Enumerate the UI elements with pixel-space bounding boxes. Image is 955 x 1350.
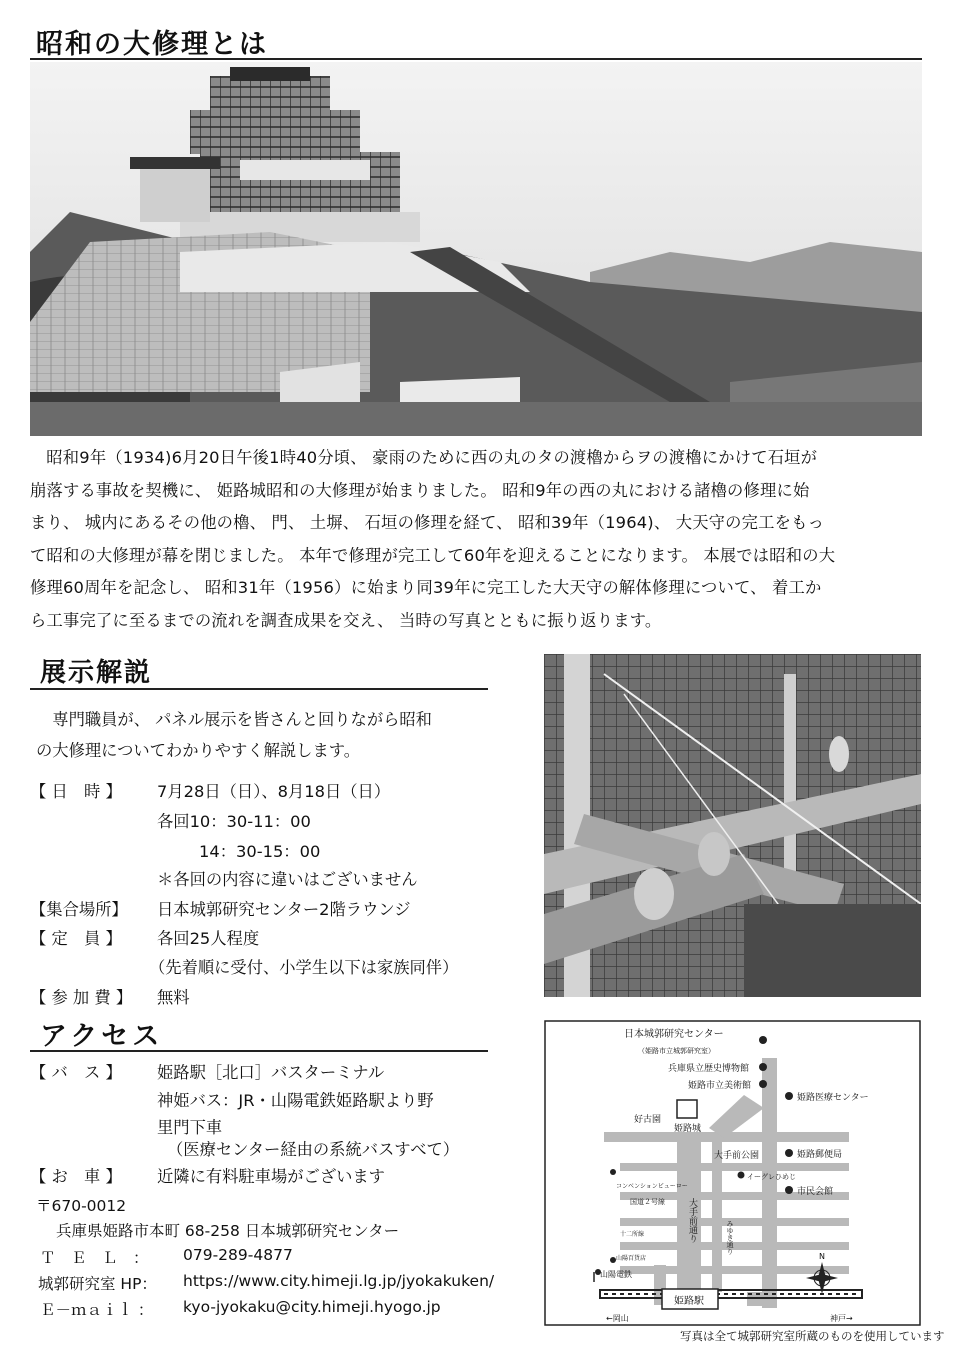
time-slot-1: 各回10：30-11：00 xyxy=(157,812,311,831)
exhibit-divider xyxy=(30,688,488,690)
map-label: 市民会館 xyxy=(797,1187,834,1197)
photo-credit: 写真は全て城郭研究室所蔵のものを使用しています xyxy=(680,1329,945,1343)
bus-line: 姫路駅［北口］バスターミナル xyxy=(157,1063,385,1082)
time-note: ＊各回の内容に違いはございません xyxy=(157,870,418,889)
capacity-label: 【 定 員 】 xyxy=(30,929,122,948)
intro-line: て昭和の大修理が幕を閉じました。 本年で修理が完工して60年を迎えることになります。 本展では昭和の大 xyxy=(30,545,836,565)
map-label: コンベンションビューロー xyxy=(616,1183,688,1190)
map-label: 山陽電鉄 xyxy=(600,1270,632,1279)
intro-line: ら工事完了に至るまでの流れを調査成果を交え、 当時の写真とともに振り返ります。 xyxy=(30,610,662,630)
map-label: 姫路郵便局 xyxy=(797,1150,843,1160)
page-title: 昭和の大修理とは xyxy=(36,29,268,60)
capacity-note: （先着順に受付、小学生以下は家族同伴） xyxy=(149,958,459,977)
date-value: 7月28日（日）、8月18日（日） xyxy=(157,782,391,801)
access-heading: アクセス xyxy=(40,1021,164,1052)
bus-line: （医療センター経由の系統バスすべて） xyxy=(167,1140,460,1159)
map-label: 十二所線 xyxy=(620,1231,645,1238)
map-label: 姫路城 xyxy=(674,1124,702,1134)
access-divider xyxy=(30,1050,488,1052)
access-map xyxy=(544,1020,921,1326)
map-label: 国道２号線 xyxy=(630,1198,665,1206)
intro-line: まり、 城内にあるその他の櫓、 門、 土塀、 石垣の修理を経て、 昭和39年（1964)、 大天守の完工をもっ xyxy=(30,513,825,532)
intro-line: 崩落する事故を契機に、 姫路城昭和の大修理が始まりました。 昭和9年の西の丸における諸櫓の修理に始 xyxy=(30,480,810,500)
exhibit-desc-line: の大修理についてわかりやすく解説します。 xyxy=(36,741,360,760)
place-value: 日本城郭研究センター2階ラウンジ xyxy=(157,900,411,919)
hp-link[interactable]: https://www.city.himeji.lg.jp/jyokakuken/ xyxy=(183,1272,495,1290)
car-label: 【 お 車 】 xyxy=(30,1167,122,1186)
map-label: （姫路市立城郭研究室） xyxy=(638,1047,715,1055)
map-label: 大手前通り xyxy=(687,1198,697,1243)
exhibit-description xyxy=(36,704,516,766)
map-label: イーグレひめじ xyxy=(747,1173,796,1181)
workers-photo xyxy=(544,654,921,997)
intro-line: 昭和9年（1934)6月20日午後1時40分頃、 豪雨のために西の丸のタの渡櫓からヲの渡櫓にかけて石垣が xyxy=(46,448,818,467)
postal-code: 〒670-0012 xyxy=(36,1197,127,1215)
map-label: 日本城郭研究センター xyxy=(624,1029,724,1040)
address: 兵庫県姫路市本町 68-258 日本城郭研究センター xyxy=(56,1222,400,1240)
map-label: ←岡山 xyxy=(606,1314,629,1323)
hp-label: 城郭研究室 HP： xyxy=(38,1275,157,1293)
map-label: N xyxy=(819,1252,825,1261)
tel-label: Ｔ Ｅ Ｌ ： xyxy=(40,1249,149,1267)
bus-label: 【 バ ス 】 xyxy=(30,1063,122,1082)
map-label: 姫路市立美術館 xyxy=(688,1081,752,1091)
exhibit-heading: 展示解説 xyxy=(40,658,153,688)
map-label: 姫路医療センター xyxy=(797,1093,869,1103)
intro-line: 修理60周年を記念し、 昭和31年（1956）に始まり同39年に完工した大天守の解体修理について、 着工か xyxy=(30,578,822,597)
mail-link[interactable]: kyo-jyokaku@city.himeji.hyogo.jp xyxy=(183,1298,441,1316)
map-label: 好古園 xyxy=(634,1115,662,1125)
exhibit-desc-line: 専門職員が、 パネル展示を皆さんと回りながら昭和 xyxy=(52,710,432,729)
map-label: 兵庫県立歴史博物館 xyxy=(668,1064,750,1074)
map-label: 神戸→ xyxy=(830,1314,853,1323)
bus-line: 神姫バス：JR・山陽電鉄姫路駅より野 xyxy=(157,1091,434,1110)
bus-line: 里門下車 xyxy=(157,1118,223,1137)
map-label: みゆき通り xyxy=(726,1220,734,1255)
time-slot-2: 14：30-15：00 xyxy=(199,842,321,861)
map-label: 大手前公園 xyxy=(714,1151,760,1161)
fee-label: 【 参 加 費 】 xyxy=(30,988,133,1007)
car-value: 近隣に有料駐車場がございます xyxy=(157,1167,385,1186)
tel-value: 079-289-4877 xyxy=(183,1246,293,1264)
place-label: 【集合場所】 xyxy=(30,900,128,919)
map-label: 山陽百貨店 xyxy=(616,1255,647,1262)
intro-paragraph xyxy=(30,442,930,637)
capacity-value: 各回25人程度 xyxy=(157,929,260,948)
title-divider xyxy=(30,58,922,60)
mail-label: Ｅ－ｍａｉｌ ： xyxy=(40,1301,154,1319)
fee-value: 無料 xyxy=(157,988,190,1007)
date-label: 【 日 時 】 xyxy=(30,782,122,801)
map-label: 姫路駅 xyxy=(674,1296,704,1307)
castle-scaffolding-photo xyxy=(30,62,922,436)
